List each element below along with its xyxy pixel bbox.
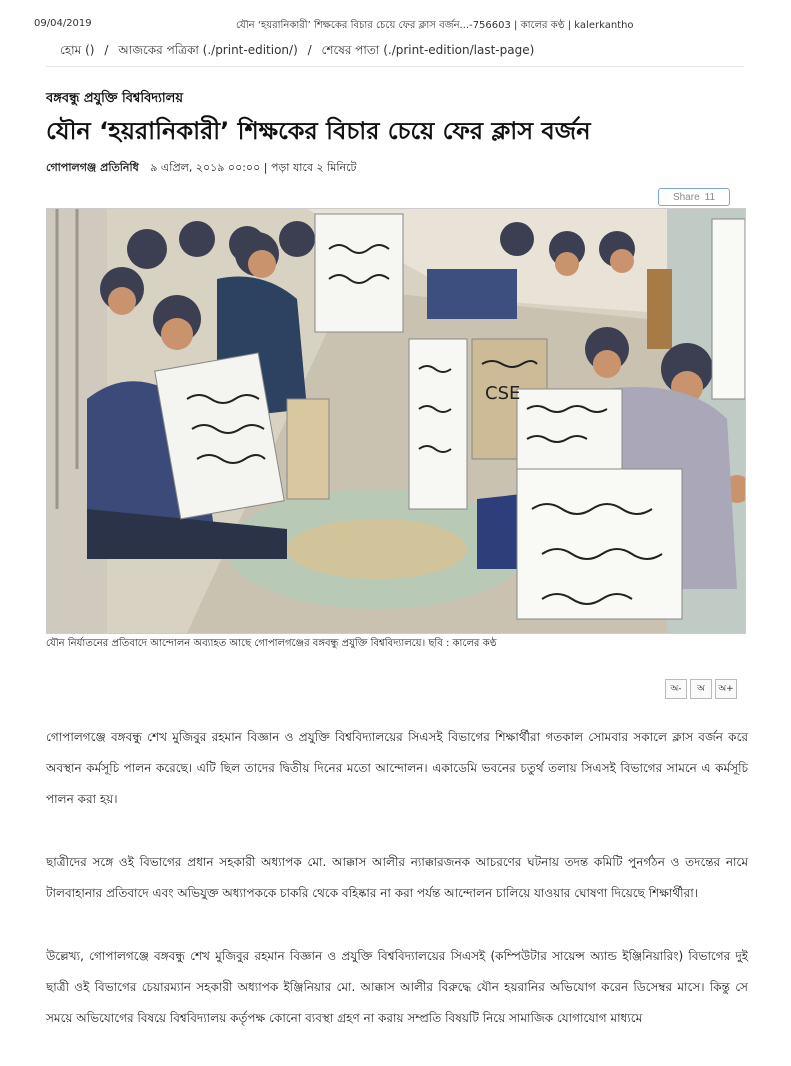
byline [46, 159, 357, 178]
breadcrumb-print-edition-link[interactable]: আজকের পত্রিকা (./print-edition/) [118, 43, 298, 57]
publish-meta: ৯ এপ্রিল, ২০১৯ ০০:০০ | পড়া যাবে ২ মিনিটে [150, 161, 357, 174]
print-title: যৌন ‘হয়রানিকারী’ শিক্ষকের বিচার চেয়ে ফের ক্লাস বর্জন...-756603 | কালের কণ্ঠ | kalerkantho [236, 20, 634, 31]
photo-caption: যৌন নির্যাতনের প্রতিবাদে আন্দোলন অব্যাহত আছে গোপালগঞ্জের বঙ্গবন্ধু প্রযুক্তি বিশ্ববিদ্যালয়ে। ছবি : কালের কণ্ঠ [46, 638, 497, 649]
print-date: 09/04/2019 [34, 18, 92, 29]
article-category: বঙ্গবন্ধু প্রযুক্তি বিশ্ববিদ্যালয় [46, 91, 184, 106]
breadcrumb-home-link[interactable]: হোম () [60, 43, 95, 57]
article-body [46, 722, 748, 1066]
font-decrease-button[interactable]: অ- [665, 679, 687, 699]
header-divider [46, 66, 744, 67]
share-button[interactable] [658, 188, 730, 206]
article-paragraph: গোপালগঞ্জে বঙ্গবন্ধু শেখ মুজিবুর রহমান বিজ্ঞান ও প্রযুক্তি বিশ্ববিদ্যালয়ের সিএসই বিভাগের শিক্ষার্থীরা গতকাল সোমবার সকালে ক্লাস বর্জন করে অবস্থান কর্মসূচি পালন করেছে। এটি ছিল তাদের দ্বিতীয় দিনের মতো আন্দোলন। একাডেমি ভবনের চতুর্থ তলায় সিএসই বিভাগের সামনে এ কর্মসূচি পালন করা হয়। [46, 730, 748, 806]
article-headline: যৌন ‘হয়রানিকারী’ শিক্ষকের বিচার চেয়ে ফের ক্লাস বর্জন [46, 117, 591, 145]
breadcrumb-last-page-link[interactable]: শেষের পাতা (./print-edition/last-page) [321, 43, 535, 57]
protest-photo-illustration [47, 209, 745, 633]
article-paragraph: উল্লেখ্য, গোপালগঞ্জে বঙ্গবন্ধু শেখ মুজিবুর রহমান বিজ্ঞান ও প্রযুক্তি বিশ্ববিদ্যালয়ের সিএসই (কম্পিউটার সায়েন্স অ্যান্ড ইঞ্জিনিয়ারিং) বিভাগের দুই ছাত্রী ওই বিভাগের চেয়ারম্যান সহকারী অধ্যাপক ইঞ্জিনিয়ার মো. আক্কাস আলীর বিরুদ্ধে যৌন হয়রানির অভিযোগ করেন ডিসেম্বর মাসে। কিন্তু সে সময়ে অভিযোগের বিষয়ে বিশ্ববিদ্যালয় কর্তৃপক্ষ কোনো ব্যবস্থা গ্রহণ না করায় সম্প্রতি বিষয়টি নিয়ে সামাজিক যোগাযোগ মাধ্যমে [46, 949, 748, 1025]
font-increase-button[interactable]: অ+ [715, 679, 737, 699]
breadcrumb [60, 42, 534, 62]
article-paragraph: ছাত্রীদের সঙ্গে ওই বিভাগের প্রধান সহকারী অধ্যাপক মো. আক্কাস আলীর ন্যাক্কারজনক আচরণের ঘটনায় তদন্ত কমিটি পুনর্গঠন ও তদন্তের নামে টালবাহানার প্রতিবাদে এবং অভিযুক্ত অধ্যাপককে চাকরি থেকে বহিষ্কার না করা পর্যন্ত আন্দোলন চালিয়ে যাওয়ার ঘোষণা দিয়েছে শিক্ষার্থীরা। [46, 855, 748, 900]
share-count: 11 [704, 192, 716, 203]
share-label: Share [672, 192, 700, 203]
author-name: গোপালগঞ্জ প্রতিনিধি [46, 161, 139, 174]
breadcrumb-separator: / [104, 43, 109, 57]
breadcrumb-separator: / [307, 43, 312, 57]
font-reset-button[interactable]: অ [690, 679, 712, 699]
print-header [0, 14, 791, 34]
article-photo [46, 208, 746, 634]
svg-text:CSE: CSE [485, 383, 521, 404]
font-size-tools [662, 676, 737, 699]
